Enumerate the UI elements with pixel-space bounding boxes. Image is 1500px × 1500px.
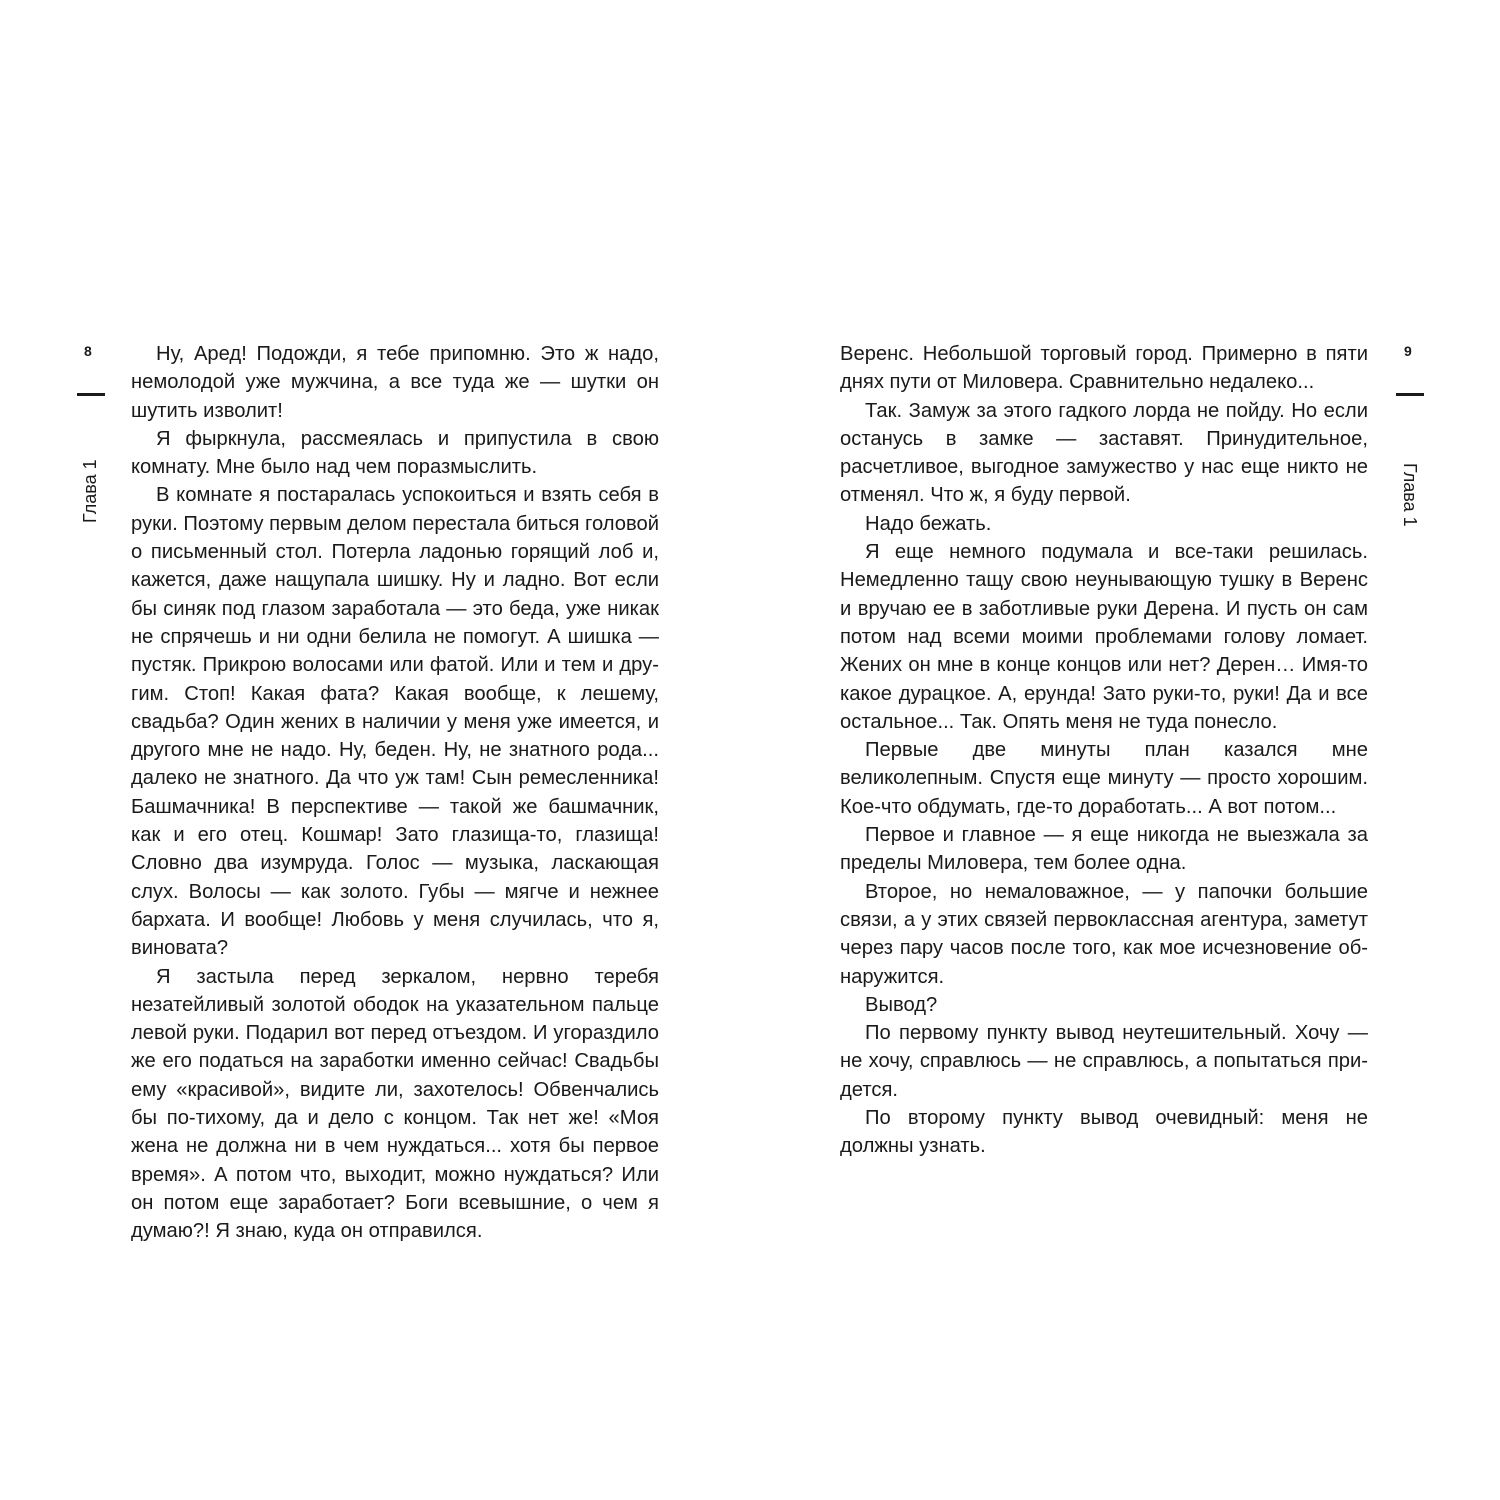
paragraph: Я еще немного подумала и все-таки решилась. Немедленно тащу свою неунывающую тушку в Веренс и вручаю ее в заботливые руки Дерена. И пусть он сам потом над всеми моими проблемами голову ломает. Жених он мне в конце концов или нет? Дерен… Имя-то какое дурацкое. А, ерунда! Зато руки-то, руки! Да и все остальное... Так. Опять меня не туда понесло. <box>840 541 1368 733</box>
page-number-left: 8 <box>84 343 92 359</box>
paragraph: Первое и главное — я еще никогда не выезжала за пределы Миловера, тем более одна. <box>840 824 1368 875</box>
paragraph: Первые две минуты план казался мне великолепным. Спустя еще минуту — просто хорошим. Кое-что обдумать, где-то доработать... А вот потом... <box>840 739 1368 818</box>
paragraph: В комнате я постаралась успокоиться и взять себя в руки. Поэтому первым делом перестала биться головой о письменный стол. Потерла ладонью горящий лоб и, кажется, даже нащупала шишку. Ну и ладно. Вот если бы синяк под глазом заработала — это беда, уже никак не спрячешь и ни одни белила не помогут. А шишка — пустяк. Прикрою волосами или фатой. Или и тем и другим. Стоп! Какая фата? Какая вообще, к лешему, свадьба? Один жених в наличии у меня уже имеется, и другого мне не надо. Ну, беден. Ну, не знатного рода... далеко не знатного. Да что уж там! Сын ремесленника! Башмачника! В перспективе — такой же башмачник, как и его отец. Кошмар! Зато глазища-то, глазища! Словно два изумруда. Голос — музыка, ласкающая слух. Волосы — как золото. Губы — мягче и нежнее бархата. И вообще! Любовь у меня случилась, что я, виновата? <box>131 484 659 960</box>
running-head-right: Глава 1 <box>1400 463 1420 527</box>
left-page-text <box>131 340 659 1246</box>
page-rule-left <box>77 393 105 396</box>
paragraph: Второе, но немаловажное, — у папочки большие связи, а у этих связей первоклассная агентура, заметут через пару часов после того, как мое исчезновение обнаружится. <box>840 880 1368 988</box>
paragraph: Надо бежать. <box>865 512 992 535</box>
page-number-right: 9 <box>1404 343 1412 359</box>
paragraph: По второму пункту вывод очевидный: меня не должны узнать. <box>840 1107 1368 1158</box>
paragraph-continuation: Веренс. Небольшой торговый город. Примерно в пяти днях пути от Миловера. Сравнительно недалеко... <box>840 343 1368 394</box>
running-head-left: Глава 1 <box>80 459 100 523</box>
page-rule-right <box>1396 393 1424 396</box>
paragraph: Я застыла перед зеркалом, нервно теребя незатейливый золотой ободок на указательном пальце левой руки. Подарил вот перед отъездом. И угораздило же его податься на заработки именно сейчас! Свадьбы ему «красивой», видите ли, захотелось! Обвенчались бы по-тихому, да и дело с концом. Так нет же! «Моя жена не должна ни в чем нуждаться... хотя бы первое время». А потом что, выходит, можно нуждаться? Или он потом еще заработает? Боги всевышние, о чем я думаю?! Я знаю, куда он отправился. <box>131 965 659 1243</box>
paragraph: Вывод? <box>865 993 938 1016</box>
paragraph: По первому пункту вывод неутешительный. Хочу — не хочу, справлюсь — не справлюсь, а попытаться придется. <box>840 1022 1368 1101</box>
paragraph: Ну, Аред! Подожди, я тебе припомню. Это ж надо, немолодой уже мужчина, а все туда же — шутки он шутить изволит! <box>131 343 659 422</box>
paragraph: Я фыркнула, рассмеялась и припустила в свою комнату. Мне было над чем поразмыслить. <box>131 427 659 479</box>
paragraph: Так. Замуж за этого гадкого лорда не пойду. Но если останусь в замке — заставят. Принудительное, расчетливое, выгодное замужество у нас еще никто не отменял. Что ж, я буду первой. <box>840 399 1368 507</box>
right-page-text <box>840 340 1368 1161</box>
